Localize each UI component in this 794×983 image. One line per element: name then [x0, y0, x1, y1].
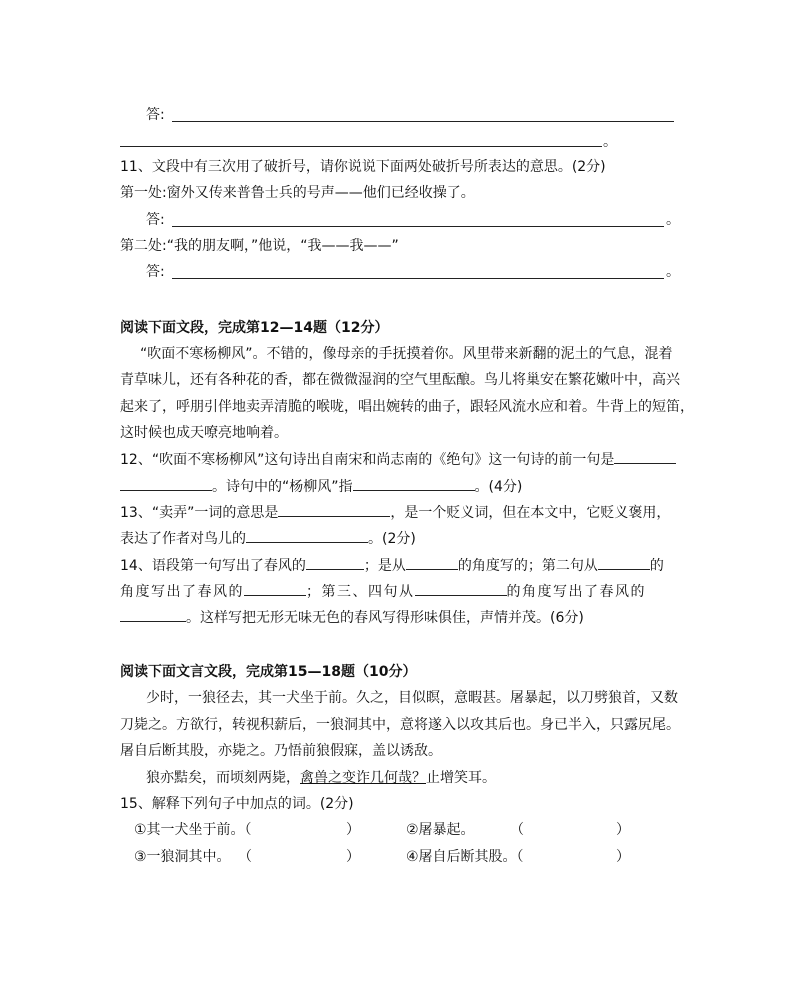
para2-pre: 狼亦黠矣，而顷刻两毙， [146, 770, 300, 786]
section3-para1-line-2: 刀毙之。方欲行，转视积薪后，一狼洞其中，意将遂入以攻其后也。身已半入，只露尻尾。 [120, 717, 680, 733]
q15-item-1: ①其一犬坐于前。（ [134, 822, 252, 838]
q15-item-4-close: ） [616, 849, 630, 865]
q13-line-2 [120, 528, 416, 549]
q15-item-3: ③一狼洞其中。 [134, 849, 231, 865]
q11-second-period: 。 [666, 264, 680, 280]
q13-text-3: 表达了作者对鸟儿的 [120, 531, 246, 547]
section2-para-line-1: “吹面不寒杨柳风”。不错的，像母亲的手抚摸着你。风里带来新翻的泥土的气息，混着 [140, 346, 673, 362]
q13-blank-1[interactable] [278, 502, 390, 517]
section3-para1-line-3: 屠自后断其股，亦毙之。乃悟前狼假寐，盖以诱敌。 [120, 743, 442, 759]
q11-first-text: 窗外又传来普鲁士兵的号声——他们已经收操了。 [166, 185, 475, 201]
section2-para-line-2: 青草味儿，还有各种花的香，都在微微湿润的空气里酝酿。鸟儿将巢安在繁花嫩叶中，高兴 [120, 372, 680, 388]
q12-line-2 [120, 476, 522, 497]
q14-blank-4[interactable] [244, 581, 306, 596]
q15-item-1-close: ） [346, 822, 360, 838]
q15-prompt: 15、解释下列句子中加点的词。(2分) [120, 796, 354, 812]
q14-text-1b: ；是从 [363, 558, 406, 574]
q12-text-1: 12、“吹面不寒杨柳风”这句诗出自南宋和尚志南的《绝句》这一句诗的前一句是 [120, 452, 615, 468]
q15-item-2-open: （ [510, 822, 524, 838]
q14-blank-6[interactable] [120, 607, 186, 622]
q14-text-2b: ；第三、四句从 [306, 584, 415, 600]
q14-blank-1[interactable] [306, 555, 364, 570]
q12-line-1 [120, 449, 676, 470]
q11-second [120, 236, 399, 256]
q11-first [120, 183, 475, 203]
q12-blank-2[interactable] [353, 476, 475, 491]
section3-para2 [146, 768, 496, 788]
q15-item-2-close: ） [616, 822, 630, 838]
q10-period: 。 [603, 134, 617, 150]
q14-text-1a: 14、语段第一句写出了春风的 [120, 558, 306, 574]
q11-first-answer-label: 答: [146, 212, 165, 228]
q14-text-1c: 的角度写的；第二句从 [457, 558, 598, 574]
section2-para-line-3: 起来了，呼朋引伴地卖弄清脆的喉咙，唱出婉转的曲子，跟轻风流水应和着。牛背上的短笛， [120, 399, 694, 415]
q11-second-answer-label: 答: [146, 264, 165, 280]
q13-text-1: 13、“卖弄”一词的意思是 [120, 505, 279, 521]
q15-item-2: ②屠暴起。 [406, 822, 475, 838]
q11-first-label: 第一处: [120, 185, 167, 201]
q13-text-4: 。(2分) [368, 531, 416, 547]
q14-blank-3[interactable] [598, 555, 650, 570]
q14-text-1d: 的 [649, 558, 664, 574]
section3-para1-line-1: 少时，一狼径去，其一犬坐于前。久之，目似瞑，意暇甚。屠暴起，以刀劈狼首，又数 [146, 690, 678, 706]
q14-line-2 [120, 581, 646, 602]
q14-blank-2[interactable] [406, 555, 458, 570]
q11-second-answer-blank[interactable] [172, 278, 664, 279]
q13-line-1 [120, 502, 670, 523]
q14-line-1 [120, 555, 664, 576]
q11-second-text: “我的朋友啊，”他说，“我——我——” [166, 238, 399, 254]
para2-underlined: 禽兽之变诈几何哉？ [300, 770, 426, 786]
q11-prompt: 11、文段中有三次用了破折号，请你说说下面两处破折号所表达的意思。(2分) [120, 159, 606, 175]
q15-item-3-open: （ [238, 849, 252, 865]
q12-blank-1b[interactable] [120, 476, 212, 491]
q14-text-3b: 。这样写把无形无味无色的春风写得形味俱佳，声情并茂。(6分) [186, 610, 584, 626]
q11-second-label: 第二处: [120, 238, 167, 254]
q12-text-3: 。(4分) [474, 479, 523, 495]
q10-answer-blank-1[interactable] [172, 121, 674, 122]
q14-blank-5[interactable] [415, 581, 507, 596]
section3-heading: 阅读下面文言文段，完成第15—18题（10分） [120, 664, 417, 680]
q10-answer-label: 答: [146, 107, 165, 123]
q15-item-3-close: ） [346, 849, 360, 865]
q12-blank-1a[interactable] [614, 449, 676, 464]
section2-heading: 阅读下面文段，完成第12—14题（12分） [120, 320, 389, 336]
q12-text-2: 。诗句中的“杨柳风”指 [212, 479, 353, 495]
q11-first-period: 。 [666, 212, 680, 228]
q14-line-3 [120, 607, 584, 628]
q11-first-answer-blank[interactable] [172, 226, 664, 227]
q14-text-2a: 角度写出了春风的 [120, 584, 244, 600]
q15-item-4: ④屠自后断其股。（ [406, 849, 524, 865]
q13-text-2: ，是一个贬义词，但在本文中，它贬义褒用， [390, 505, 671, 521]
section2-para-line-4: 这时候也成天嘹亮地响着。 [120, 425, 288, 441]
q14-text-2c: 的角度写出了春风的 [506, 584, 646, 600]
para2-post: 止增笑耳。 [426, 770, 496, 786]
q10-answer-blank-2[interactable] [120, 146, 602, 147]
q13-blank-2[interactable] [246, 528, 368, 543]
